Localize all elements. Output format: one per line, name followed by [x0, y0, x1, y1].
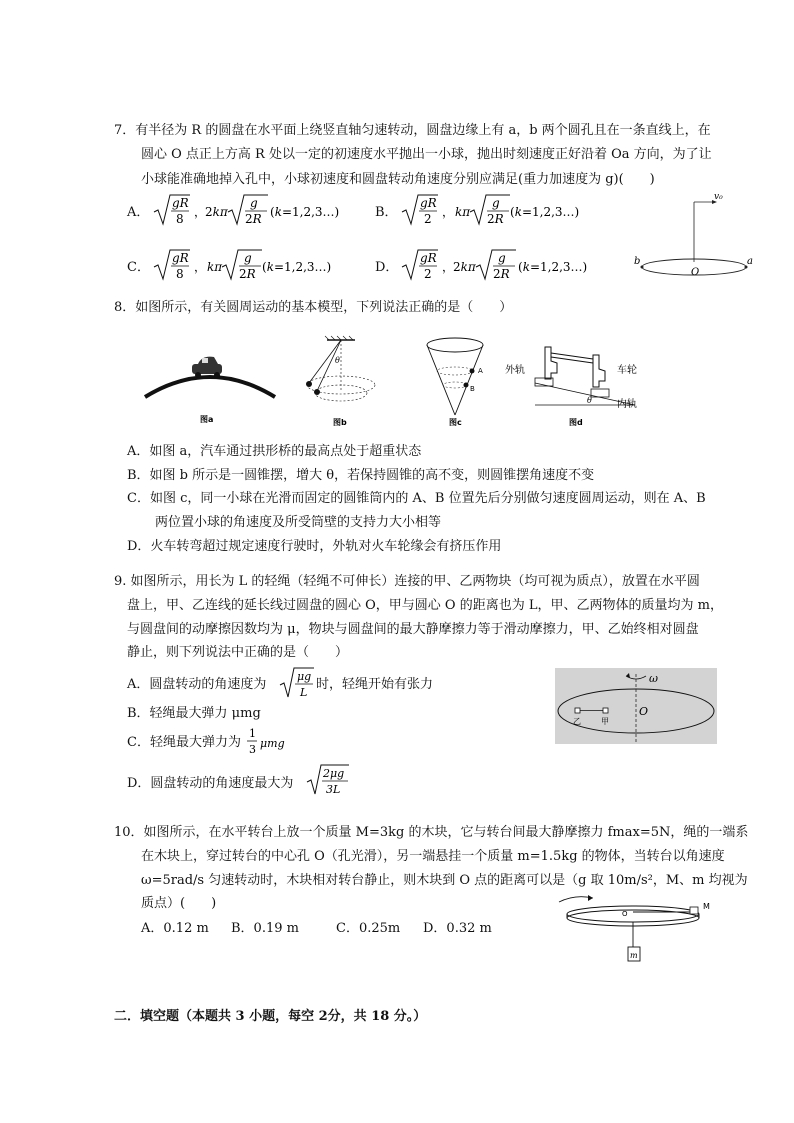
q7-disc-figure — [632, 190, 762, 280]
q10-stem-line2: 在木块上，穿过转台的中心孔 O（孔光滑），另一端悬挂一个质量 m=1.5kg 的物体，当转台以角速度 — [141, 849, 725, 864]
svg-text:μg: μg — [297, 670, 312, 683]
q7-option-a-letter: A． — [127, 205, 150, 220]
q9-option-d-pre: D．圆盘转动的角速度最大为 — [127, 776, 294, 791]
q9-disc-figure — [555, 668, 717, 744]
svg-text:，: ， — [442, 260, 455, 274]
q9-option-a-pre: A．圆盘转动的角速度为 — [127, 677, 267, 692]
svg-text:2R: 2R — [245, 212, 262, 226]
q9-jia-label: 甲 — [601, 717, 609, 726]
svg-text:gR: gR — [420, 196, 437, 210]
q10-turntable-figure — [545, 892, 735, 972]
svg-text:(k=1,2,3…): (k=1,2,3…) — [510, 205, 580, 219]
q10-m-small-label: m — [630, 951, 638, 960]
svg-text:μmg: μmg — [260, 737, 285, 750]
q7-option-c-formula — [152, 247, 372, 287]
q8-option-a: A．如图 a，汽车通过拱形桥的最高点处于超重状态 — [127, 444, 422, 459]
q7-o-label: O — [691, 267, 700, 278]
svg-text:gR: gR — [420, 251, 437, 265]
q7-b-label: b — [634, 256, 641, 267]
q8-fig-d-label: 图d — [569, 418, 583, 427]
section-2-heading: 二．填空题（本题共 3 小题，每空 2分，共 18 分。） — [114, 1009, 427, 1024]
svg-text:g: g — [250, 196, 258, 210]
svg-text:，: ， — [442, 205, 455, 219]
svg-text:g: g — [498, 251, 506, 265]
q8-option-c-line1: C．如图 c，同一小球在光滑而固定的圆锥筒内的 A、B 位置先后分别做匀速度圆周运动，则在 A、B — [127, 491, 706, 506]
svg-text:2: 2 — [424, 212, 432, 226]
svg-text:2R: 2R — [493, 267, 510, 281]
q8-fig-a-label: 图a — [200, 415, 214, 424]
svg-text:gR: gR — [172, 251, 189, 265]
svg-text:8: 8 — [176, 212, 184, 226]
q10-stem-line3: ω=5rad/s 匀速转动时，木块相对转台静止，则木块到 O 点的距离可以是（g 取 10m/s²，M、m 均视为 — [141, 873, 748, 888]
q9-stem-line4: 静止，则下列说法中正确的是（ ） — [127, 645, 349, 660]
q7-option-d-formula — [400, 247, 630, 287]
svg-text:8: 8 — [176, 267, 184, 281]
svg-text:g: g — [492, 196, 500, 210]
q10-option-d: D．0.32 m — [423, 921, 492, 936]
svg-text:，: ， — [194, 260, 207, 274]
q8-figure-a — [140, 337, 280, 427]
svg-text:3: 3 — [249, 743, 256, 756]
q7-option-c-letter: C． — [127, 260, 150, 275]
svg-text:(k=1,2,3…): (k=1,2,3…) — [262, 260, 332, 274]
q10-stem-line1: 10．如图所示，在水平转台上放一个质量 M=3kg 的木块，它与转台间最大静摩擦力 fmax=5N，绳的一端系 — [114, 825, 749, 840]
q7-a-label: a — [747, 256, 753, 267]
q8-figure-b — [295, 335, 395, 430]
q8-fig-b-label: 图b — [333, 418, 347, 427]
q10-stem-line4: 质点）( ) — [141, 896, 217, 911]
q8-fig-c-a: A — [478, 367, 483, 375]
q9-option-c-pre: C．轻绳最大弹力为 — [127, 735, 241, 750]
q8-figure-d — [505, 333, 655, 428]
q7-option-a-formula — [152, 192, 382, 232]
svg-text:2: 2 — [424, 267, 432, 281]
q9-option-d-sqrt — [305, 762, 353, 800]
q9-stem-line3: 与圆盘间的动摩擦因数均为 μ，物块与圆盘间的最大静摩擦力等于滑动摩擦力，甲、乙始终相对圆盘 — [127, 622, 699, 637]
svg-text:(k=1,2,3…): (k=1,2,3…) — [270, 205, 340, 219]
q7-option-d-letter: D． — [375, 260, 399, 275]
svg-text:2R: 2R — [487, 212, 504, 226]
q9-option-a-post: 时，轻绳开始有张力 — [316, 677, 434, 692]
q7-stem-line3: 小球能准确地掉入孔中，小球初速度和圆盘转动角速度分别应满足(重力加速度为 g)( ) — [141, 172, 655, 187]
q8-fig-d-wheel: 车轮 — [617, 365, 637, 376]
svg-text:，: ， — [194, 205, 207, 219]
svg-text:2kπ: 2kπ — [205, 205, 228, 219]
q9-stem-line1: 9. 如图所示，用长为 L 的轻绳（轻绳不可伸长）连接的甲、乙两物块（均可视为质点），放置在水平圆 — [114, 574, 700, 589]
svg-text:g: g — [244, 251, 252, 265]
q9-option-a-sqrt — [278, 665, 318, 703]
q8-option-c-line2: 两位置小球的角速度及所受筒壁的支持力大小相等 — [155, 515, 442, 530]
svg-text:2R: 2R — [239, 267, 256, 281]
q7-v0-label: v₀ — [714, 192, 723, 202]
q7-stem-line2: 圆心 O 点正上方高 R 处以一定的初速度水平抛出一小球，抛出时刻速度正好沿着 Oa 方向，为了让 — [141, 147, 712, 162]
q8-option-b: B．如图 b 所示是一圆锥摆，增大 θ，若保持圆锥的高不变，则圆锥摆角速度不变 — [127, 468, 595, 483]
q9-stem-line2: 盘上，甲、乙连线的延长线过圆盘的圆心 O，甲与圆心 O 的距离也为 L，甲、乙两物体的质量均为 m， — [127, 598, 723, 613]
q8-fig-c-label: 图c — [449, 418, 462, 427]
svg-text:L: L — [300, 686, 308, 699]
svg-text:3L: 3L — [326, 783, 341, 796]
q10-o-label: O — [622, 910, 628, 918]
svg-text:kπ: kπ — [455, 205, 471, 219]
q9-option-b: B．轻绳最大弹力 μmg — [127, 706, 261, 721]
q8-stem: 8．如图所示，有关圆周运动的基本模型，下列说法正确的是（ ） — [114, 300, 513, 315]
q8-figure-c — [415, 333, 505, 428]
svg-text:kπ: kπ — [207, 260, 223, 274]
q8-fig-b-theta: θ — [335, 356, 340, 365]
svg-text:1: 1 — [249, 727, 256, 740]
q8-fig-d-inner: 内轨 — [617, 399, 637, 410]
q8-fig-c-b: B — [470, 385, 475, 393]
q10-option-a: A．0.12 m — [141, 921, 209, 936]
svg-text:2kπ: 2kπ — [453, 260, 476, 274]
q10-option-c: C．0.25m — [336, 921, 401, 936]
q7-option-b-letter: B． — [375, 205, 398, 220]
q7-stem-line1: 7．有半径为 R 的圆盘在水平面上绕竖直轴匀速转动，圆盘边缘上有 a，b 两个圆孔且在一条直线上，在 — [114, 123, 711, 138]
q8-fig-d-outer: 外轨 — [505, 365, 525, 376]
svg-text:2μg: 2μg — [323, 767, 345, 780]
q8-option-d: D．火车转弯超过规定速度行驶时，外轨对火车轮缘会有挤压作用 — [127, 539, 502, 554]
q7-option-b-formula — [400, 192, 600, 232]
svg-text:gR: gR — [172, 196, 189, 210]
q10-m-big-label: M — [703, 902, 710, 911]
q9-omega-label: ω — [649, 672, 658, 685]
q9-option-c-fraction — [246, 725, 306, 759]
q9-yi-label: 乙 — [573, 717, 581, 726]
q10-option-b: B．0.19 m — [231, 921, 299, 936]
q8-fig-d-theta: θ — [587, 396, 592, 405]
svg-text:(k=1,2,3…): (k=1,2,3…) — [518, 260, 588, 274]
q9-o-label: O — [639, 705, 649, 718]
